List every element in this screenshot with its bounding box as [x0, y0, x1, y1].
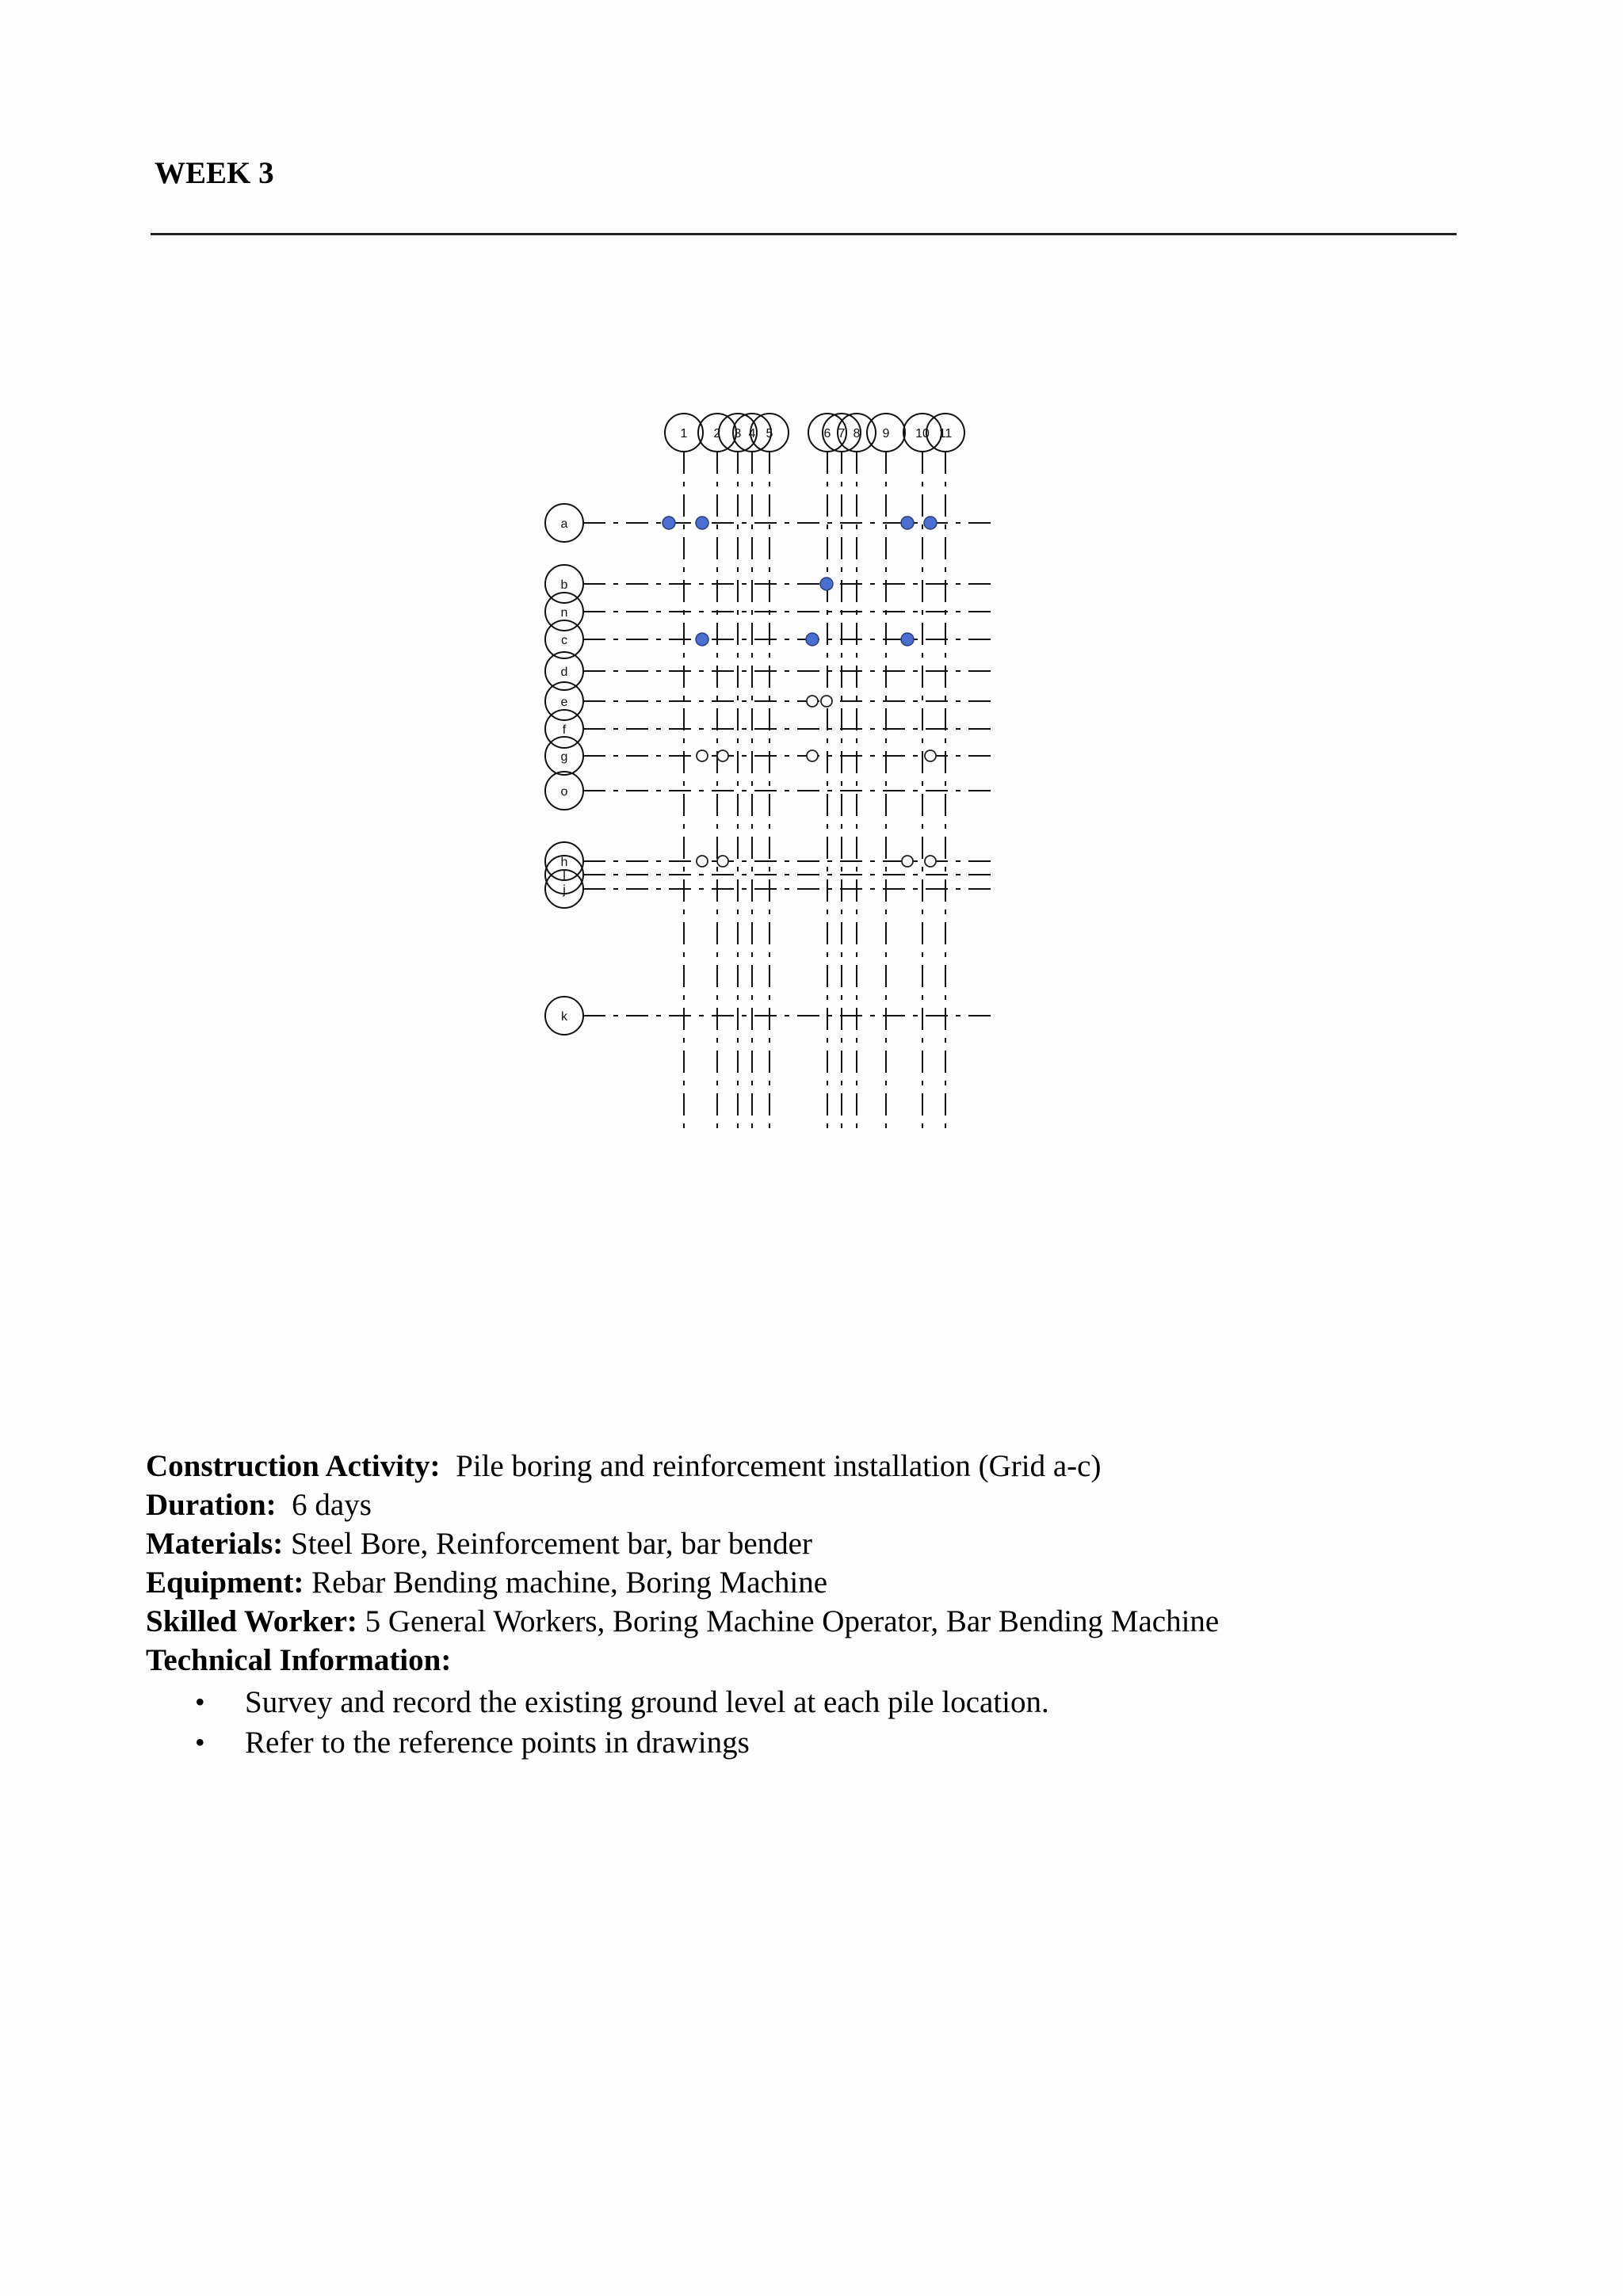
workers-label: Skilled Worker: — [146, 1604, 357, 1638]
pile-marker-bored — [901, 633, 914, 646]
grid-column-label: 1 — [680, 427, 688, 441]
grid-row-label: l — [563, 869, 566, 883]
grid-row-label: n — [560, 606, 568, 620]
list-item — [146, 1683, 1572, 1723]
grid-column-label: 8 — [853, 427, 861, 441]
pile-marker-open — [697, 750, 708, 761]
pile-marker-open — [717, 750, 728, 761]
activity-value: Pile boring and reinforcement installation (Grid a-c) — [456, 1449, 1102, 1483]
grid-row-label: f — [562, 723, 567, 737]
equipment-line — [146, 1563, 1572, 1602]
workers-value: 5 General Workers, Boring Machine Operator, Bar Bending Machine — [365, 1604, 1220, 1638]
materials-line — [146, 1524, 1572, 1563]
duration-value: 6 days — [292, 1488, 372, 1522]
grid-column-label: 9 — [882, 427, 890, 441]
technical-item: Survey and record the existing ground level at each pile location. — [245, 1685, 1049, 1719]
duration-line — [146, 1486, 1572, 1524]
pile-marker-open — [807, 750, 818, 761]
pile-marker-open — [717, 856, 728, 867]
heading-divider — [151, 233, 1457, 235]
list-item — [146, 1723, 1572, 1764]
technical-list — [146, 1683, 1572, 1764]
activity-line — [146, 1447, 1572, 1486]
grid-column-label: 11 — [938, 427, 953, 441]
technical-item: Refer to the reference points in drawings — [245, 1726, 750, 1760]
pile-marker-open — [807, 696, 818, 707]
technical-label: Technical Information: — [146, 1643, 452, 1677]
materials-value: Steel Bore, Reinforcement bar, bar bender — [291, 1527, 812, 1561]
grid-column-label: 3 — [734, 427, 742, 441]
grid-row-label: c — [561, 634, 567, 647]
grid-column-label: 4 — [748, 427, 756, 441]
grid-row-label: e — [560, 696, 568, 709]
grid-column-label: 7 — [838, 427, 846, 441]
equipment-label: Equipment: — [146, 1566, 304, 1600]
pile-marker-open — [925, 856, 936, 867]
grid-column-label: 6 — [823, 427, 831, 441]
pile-marker-bored — [696, 517, 708, 529]
pile-marker-open — [821, 696, 832, 707]
pile-marker-open — [697, 856, 708, 867]
pile-marker-bored — [820, 578, 833, 590]
workers-line — [146, 1602, 1572, 1641]
grid-row-label: b — [560, 578, 568, 592]
activity-info — [146, 1447, 1572, 1764]
activity-label: Construction Activity: — [146, 1449, 441, 1483]
pile-marker-bored — [924, 517, 937, 529]
page-heading: WEEK 3 — [155, 156, 274, 190]
pile-marker-bored — [806, 633, 819, 646]
grid-column-label: 2 — [713, 427, 721, 441]
grid-column-label: 5 — [766, 427, 773, 441]
grid-row-label: d — [560, 666, 568, 679]
pile-marker-bored — [696, 633, 708, 646]
grid-row-label: g — [560, 750, 568, 764]
bullet-icon: • — [195, 1686, 205, 1718]
equipment-value: Rebar Bending machine, Boring Machine — [311, 1566, 828, 1600]
bullet-icon: • — [195, 1726, 205, 1758]
pile-marker-bored — [901, 517, 914, 529]
grid-column-label: 10 — [915, 427, 930, 441]
pile-marker-open — [902, 856, 913, 867]
grid-row-label: k — [561, 1010, 567, 1024]
technical-line — [146, 1641, 1572, 1680]
pile-marker-open — [925, 750, 936, 761]
materials-label: Materials: — [146, 1527, 284, 1561]
grid-row-label: o — [560, 785, 568, 799]
duration-label: Duration: — [146, 1488, 277, 1522]
pile-grid-plan — [523, 396, 1014, 1157]
grid-row-label: j — [563, 883, 566, 897]
grid-row-label: h — [560, 856, 568, 869]
grid-row-label: a — [560, 517, 568, 531]
pile-marker-bored — [663, 517, 675, 529]
